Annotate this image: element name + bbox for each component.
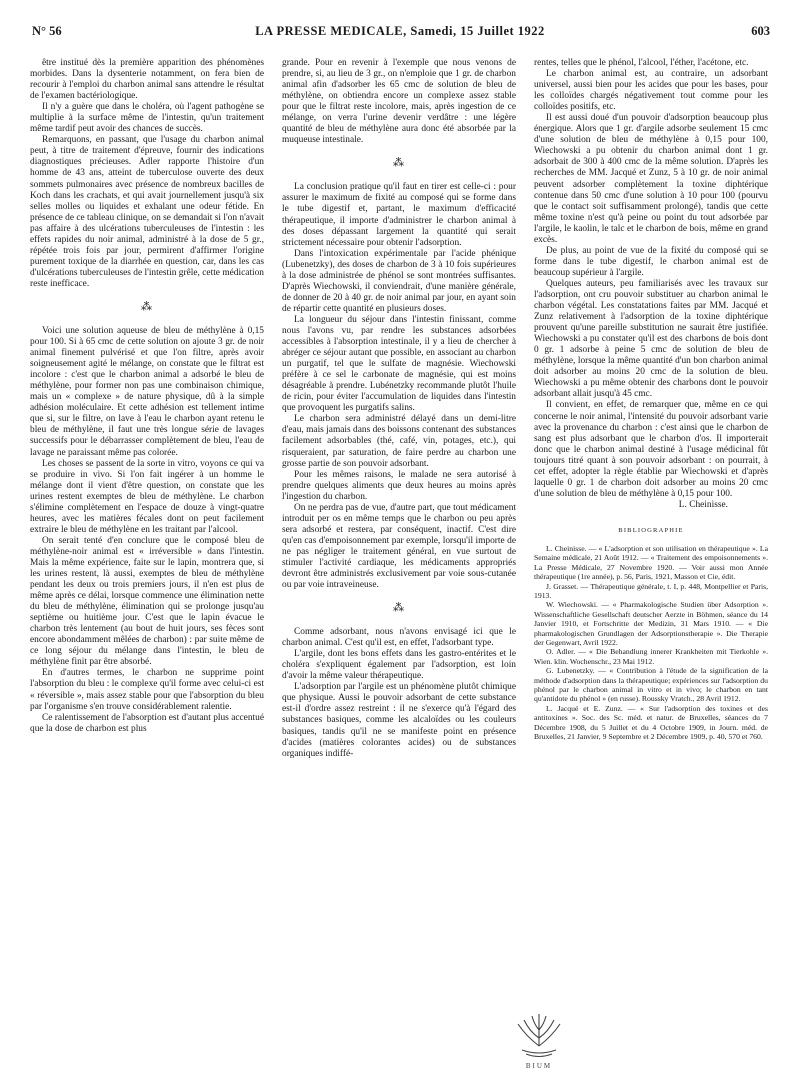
bibliography-entry: L. Jacqué et E. Zunz. — « Sur l'adsorption des toxines et des antitoxines ». Soc. des Sc. méd. et natur. de Bruxelles, séances du 7 Décembre 1908, du 5 Juillet et du 4 Octobre 1909, in Journ. méd. de Bruxelles, 21 Janvier, 9 Septembre et 2 Décembre 1909, p. 40, 570 et 760. <box>534 703 768 742</box>
stamp-caption: BIUM <box>525 1062 553 1070</box>
paragraph: En d'autres termes, le charbon ne supprime point l'absorption du bleu : le complexe qu'il forme avec celui-ci est « réversible », mais assez stable pour que l'absorption du bleu par l'organisme s'en trouve considérablement ralentie. <box>30 668 264 712</box>
text-column-2 <box>282 58 516 1058</box>
bibliography-entry: O. Adler. — « Die Behandlung innerer Krankheiten mit Tierkohle ». Wien. klin. Wochenschr., 23 Mai 1912. <box>534 647 768 666</box>
paragraph: Ce ralentissement de l'absorption est d'autant plus accentué que la dose de charbon est plus <box>30 712 264 734</box>
paragraph: Il est aussi doué d'un pouvoir d'adsorption beaucoup plus énergique. Alors que 1 gr. d'argile adsorbe seulement 15 cmc d'une solution de bleu de méthylène à 0,15 pour 100, Wiechowski a pu obtenir du charbon animal dont 1 gr. adsorbait de 300 à 400 cmc de la même solution. D'après les recherches de MM. Jacqué et Zunz, 5 à 10 gr. de noir animal peuvent adsorber complètement la toxine diphtérique contenue dans 50 cmc d'une solution à 10 pour 100 (pourvu que le contact soit suffisamment prolongé), tandis que cette même toxine n'est qu'à peine ou point du tout adsorbée par l'argile, le kaolin, le talc et le charbon de bois, même en grand excès. <box>534 113 768 245</box>
paragraph: Quelques auteurs, peu familiarisés avec les travaux sur l'adsorption, ont cru pouvoir substituer au charbon animal le charbon végétal. Les constatations faites par MM. Jacqué et Zunz relativement à l'adsorption de la toxine diphtérique prouvent qu'une pareille substitution ne saurait être justifiée. Wiechowski a pu constater qu'il est des charbons de bois dont 0 gr. 1 adsorbe à peine 5 cmc de solution de bleu de méthylène, lorsque la même quantité d'un bon charbon animal doit adsorber au moins 20 cmc de la solution de bleu. Wiechowski a pu même obtenir des charbons dont le pouvoir adsorbant allait jusqu'à 45 cmc. <box>534 278 768 400</box>
text-column-3 <box>534 58 768 1058</box>
paragraph: Dans l'intoxication expérimentale par l'acide phénique (Lubenetzky), des doses de charbon de 3 à 10 fois supérieures à la dose administrée de phénol se sont montrées suffisantes. D'après Wiechowski, il conviendrait, d'une manière générale, de donner de 20 à 40 gr. de noir animal par jour, en ayant soin de répartir cette quantité en plusieurs doses. <box>282 248 516 314</box>
paragraph: Comme adsorbant, nous n'avons envisagé ici que le charbon animal. C'est qu'il est, en effet, l'adsorbant type. <box>282 627 516 649</box>
author-signature: L. Cheinisse. <box>678 499 728 510</box>
text-column-1 <box>30 58 264 1058</box>
section-divider: ⁂ <box>393 157 405 170</box>
paragraph: La longueur du séjour dans l'intestin finissant, comme nous l'avons vu, par rendre les substances adsorbées accessibles à l'absorption intestinale, il y a lieu de chercher à abréger ce séjour autant que possible, en associant au charbon un purgatif, tel que le sulfate de magnésie. Wiechowski préfère à ce sel le carbonate de magnésie, qui est moins désagréable à prendre. Lubénetzky recommande plutôt l'huile de ricin, pour éviter l'accumulation de liquides dans l'intestin que provoquent les purgatifs salins. <box>282 314 516 414</box>
page-header <box>30 24 770 42</box>
paragraph: On serait tenté d'en conclure que le composé bleu de méthylène-noir animal est « irréversible » dans l'intestin. Mais la même expérience, faite sur le lapin, montrera que, si les urines restent, là aussi, exemptes de bleu de méthylène pendant les deux ou trois premiers jours, il n'en est plus de même après ce délai, lorsque commence une élimination nette du bleu de méthylène, élimination qui se prolonge jusqu'au septième ou huitième jour. C'est que le lapin évacue le charbon très lentement (au bout de huit jours, ses fèces sont encore abondamment mêlées de charbon) : par suite même de ce long séjour du mélange dans l'intestin, le bleu de méthylène finit par être absorbé. <box>30 535 264 668</box>
paragraph: Les choses se passent de la sorte in vitro, voyons ce qui va se produire in vivo. Si l'on fait ingérer à un homme le mélange dont il vient d'être question, on constate que les urines restent exemptes de bleu de méthylène. Le charbon s'élimine complètement en l'espace de douze à vingt-quatre heures, avec les matières fécales dont on peut facilement extraire le bleu de méthylène en les traitant par l'alcool. <box>30 458 264 535</box>
paragraph: grande. Pour en revenir à l'exemple que nous venons de prendre, si, au lieu de 3 gr., on n'emploie que 1 gr. de charbon animal afin d'adsorber les 65 cmc de solution de bleu de méthylène, on obtiendra encore un complexe assez stable pour que le filtrat reste incolore, mais, après ingestion de ce mélange, on verra l'urine devenir verdâtre : une légère quantité de bleu de méthylène aura donc été absorbée par la muqueuse intestinale. <box>282 58 516 146</box>
paragraph: On ne perdra pas de vue, d'autre part, que tout médicament introduit per os en même temps que le charbon ou peu après sera adsorbé et restera, par conséquent, inactif. C'est dire qu'en cas d'empoisonnement par exemple, lorsqu'il importe de ne pas négliger le traitement général, en vue surtout de stimuler l'activité cardiaque, les médicaments appropriés devront être administrés exclusivement par voie sous-cutanée ou par voie intraveineuse. <box>282 502 516 591</box>
paragraph: rentes, telles que le phénol, l'alcool, l'éther, l'acétone, etc. <box>534 58 749 68</box>
paragraph: Le charbon sera administré délayé dans un demi-litre d'eau, mais jamais dans des boissons contenant des substances facilement adsorbables (thé, café, vin, potages, etc.), qui risqueraient, par saturation, de faire perdre au charbon une grosse partie de son pouvoir adsorbant. <box>282 414 516 469</box>
paragraph: La conclusion pratique qu'il faut en tirer est celle-ci : pour assurer le maximum de fixité au composé qui se forme dans le tube digestif et, partant, le maximum d'efficacité thérapeutique, il importe d'administrer le charbon animal à des doses dépassant largement la quantité qui serait strictement nécessaire pour obtenir l'adsorption. <box>282 182 516 248</box>
library-stamp <box>504 1006 574 1072</box>
paragraph: Il convient, en effet, de remarquer que, même en ce qui concerne le noir animal, l'intensité du pouvoir adsorbant varie avec la provenance du charbon : c'est ainsi que le charbon de sang est plus adsorbant que le charbon d'os. Il importerait donc que le charbon animal destiné à l'usage médicinal fût toujours titré quant à son pouvoir adsorbant : on pourrait, à cet effet, adopter la règle établie par Wiechowski et d'après laquelle 0 gr. 1 de charbon doit adsorber au moins 20 cmc d'une solution de bleu de méthylène à 0,15 pour 100. <box>534 400 768 499</box>
paragraph: Il n'y a guère que dans le choléra, où l'agent pathogène se multiplie à la surface même de l'intestin, qu'un traitement même tardif peut avoir des chances de succès. <box>30 102 264 135</box>
paragraph: L'argile, dont les bons effets dans les gastro-entérites et le choléra s'expliquent également par l'adsorption, est loin d'avoir la même valeur thérapeutique. <box>282 649 516 682</box>
page-number: 603 <box>751 24 770 38</box>
paragraph: Le charbon animal est, au contraire, un adsorbant universel, aussi bien pour les acides que pour les bases, pour les colloïdes chargés négativement tout comme pour les colloïdes positifs, etc. <box>534 69 768 113</box>
paragraph: être institué dès la première apparition des phénomènes morbides. Dans la dysenterie notamment, on fera bien de recourir à l'emploi du charbon animal sans attendre le résultat de l'examen bactériologique. <box>30 58 264 102</box>
paragraph: Pour les mêmes raisons, le malade ne sera autorisé à prendre quelques aliments que deux heures au moins après l'ingestion du charbon. <box>282 469 516 502</box>
bibliography-entry: L. Cheinisse. — « L'adsorption et son utilisation en thérapeutique ». La Semaine médicale, 21 Août 1912. — « Traitement des empoisonnements ». La Presse Médicale, 27 Novembre 1920. — Voir aussi mon Année thérapeutique (1re année), p. 56, Paris, 1921, Masson et Cie, édit. <box>534 543 768 582</box>
bibliography-entry: J. Grasset. — Thérapeutique générale, t. I, p. 448, Montpellier et Paris, 1913. <box>534 581 768 600</box>
section-divider: ⁂ <box>393 602 405 615</box>
bibliography-entry: G. Lubenetzky. — « Contribution à l'étude de la signification de la méthode d'adsorption dans la thérapeutique; expériences sur l'adsorption du phénol par le charbon animal in vitro et in vivo; le charbon en tant qu'antidote du phénol » (en russe). Roussky Vratch., 28 Avril 1912. <box>534 666 768 704</box>
journal-title: LA PRESSE MEDICALE, Samedi, 15 Juillet 1922 <box>255 24 545 38</box>
bibliography-entry: W. Wiechowski. — « Pharmakologische Studien über Adsorption ». Wissenschaftliche Gesellschaft deutscher Aerzte in Böhmen, séance du 14 Janvier 1910, et Fortschritte der Medizin, 31 Mars 1910. — « Die pharmakologischen Grundlagen der Adsorptionstherapie ». Die Therapie der Gegenwart, Avril 1922. <box>534 600 768 648</box>
bibliography-heading: BIBLIOGRAPHIE <box>618 526 684 534</box>
paragraph: Voici une solution aqueuse de bleu de méthylène à 0,15 pour 100. Si à 65 cmc de cette solution on ajoute 3 gr. de noir animal finement pulvérisé et que l'on filtre, après avoir soigneusement agité le mélange, on constate que le filtrat est incolore : c'est que le charbon animal a adsorbé le bleu de méthylène, pour former non pas une combinaison chimique, mais un « complexe » de nature physique, dû à la simple adhésion moléculaire. Et cette adhésion est tellement intime que si, sur le filtre, on lave à l'eau le charbon ayant retenu le bleu de méthylène, il faut une très longue série de lavages successifs pour le débarrasser complètement de bleu, l'eau de lavage ne paraissant même pas colorée. <box>30 325 264 458</box>
paragraph: L'adsorption par l'argile est un phénomène plutôt chimique que physique. Aussi le pouvoir adsorbant de cette substance est-il d'ordre assez restreint : il ne s'exerce qu'à l'égard des substances basiques, comme les alcaloïdes ou les couleurs basiques, tandis qu'il ne se manifeste point en présence d'acides (matières colorantes acides) ou de substances organiques indiffé- <box>282 682 516 759</box>
paragraph: Remarquons, en passant, que l'usage du charbon animal peut, à titre de traitement d'épreuve, fournir des indications diagnostiques précieuses. Adler rapporte l'histoire d'un homme de 43 ans, atteint de tuberculose ouverte des deux sommets pulmonaires avec présence de nombreux bacilles de Koch dans les crachats, et qui avait journellement jusqu'à six selles molles ou liquides et exhalant une odeur fétide. En présence de ce tableau clinique, on se demandait si l'on n'avait pas affaire à des ulcérations tuberculeuses de l'intestin : les effets rapides du noir animal, administré à la dose de 5 gr., répétée trois fois par jour, permirent d'affirmer l'origine purement toxique de la diarrhée en question, car, dans les cas d'ulcérations tuberculeuses de l'intestin grêle, cette médication reste inefficace. <box>30 135 264 289</box>
section-divider: ⁂ <box>141 300 153 313</box>
ornament-icon <box>504 1006 574 1072</box>
paragraph: De plus, au point de vue de la fixité du composé qui se forme dans le tube digestif, le charbon animal est de beaucoup supérieur à l'argile. <box>534 245 768 278</box>
page-number-label: N° 56 <box>32 24 62 38</box>
